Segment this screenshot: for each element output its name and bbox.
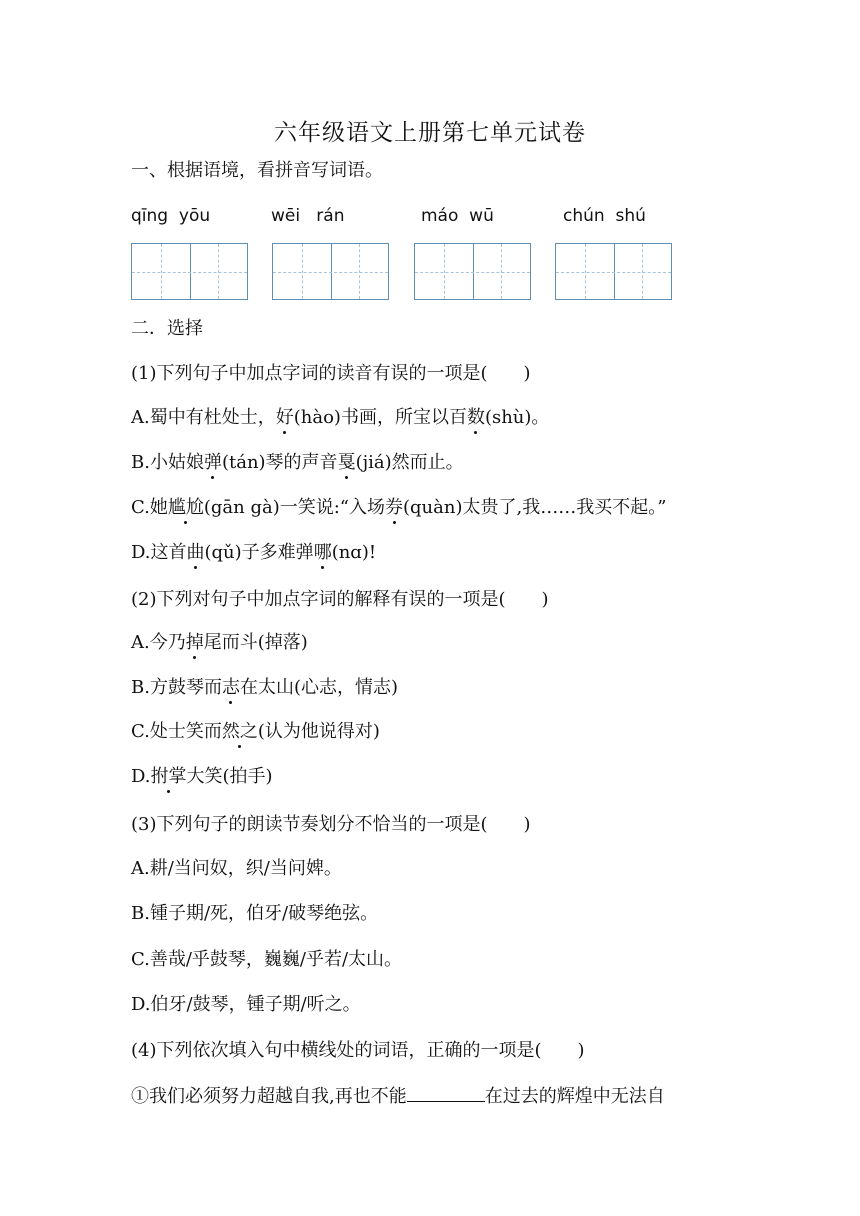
- question-3-option-d[interactable]: D.伯牙/鼓琴，锺子期/听之。: [131, 994, 361, 1015]
- question-4-item-1: ①我们必须努力超越自我,再也不能 在过去的辉煌中无法自: [131, 1086, 665, 1107]
- section-2-heading: 二．选择: [131, 318, 203, 339]
- question-3-option-a[interactable]: A.耕/当问奴，织/当问婢。: [131, 858, 342, 879]
- writing-grid-3[interactable]: [414, 243, 531, 300]
- question-1-option-d[interactable]: D.这首曲(qǔ)子多难弹哪(nɑ)!: [131, 542, 377, 563]
- question-1-option-a[interactable]: A.蜀中有杜处士，好(hào)书画，所宝以百数(shù)。: [131, 407, 550, 428]
- question-2-option-b[interactable]: B.方鼓琴而志在太山(心志，情志): [131, 677, 398, 698]
- question-4-stem: (4)下列依次填入句中横线处的词语，正确的一项是( ): [131, 1040, 585, 1061]
- pinyin-3: máo wū: [421, 206, 494, 226]
- question-3-stem: (3)下列句子的朗读节奏划分不恰当的一项是( ): [131, 814, 531, 835]
- question-2-stem: (2)下列对句子中加点字词的解释有误的一项是( ): [131, 589, 549, 610]
- writing-grid-2[interactable]: [272, 243, 389, 300]
- page-title: 六年级语文上册第七单元试卷: [274, 120, 586, 146]
- pinyin-4: chún shú: [563, 206, 646, 226]
- question-3-option-b[interactable]: B.锺子期/死，伯牙/破琴绝弦。: [131, 903, 379, 924]
- question-2-option-d[interactable]: D.拊掌大笑(拍手): [131, 766, 273, 787]
- question-1-option-b[interactable]: B.小姑娘弹(tán)琴的声音戛(jiá)然而止。: [131, 452, 464, 473]
- writing-grid-4[interactable]: [555, 243, 672, 300]
- pinyin-1: qīng yōu: [131, 206, 211, 226]
- pinyin-2: wēi rán: [271, 206, 345, 226]
- writing-grid-1[interactable]: [131, 243, 248, 300]
- question-2-option-c[interactable]: C.处士笑而然之(认为他说得对): [131, 721, 380, 742]
- section-1-heading: 一、根据语境，看拼音写词语。: [131, 160, 383, 181]
- question-3-option-c[interactable]: C.善哉/乎鼓琴，巍巍/乎若/太山。: [131, 949, 403, 970]
- question-1-option-c[interactable]: C.她尴尬(gān gà)一笑说:“入场券(quàn)太贵了,我……我买不起。”: [131, 497, 667, 518]
- question-2-option-a[interactable]: A.今乃掉尾而斗(掉落): [131, 632, 308, 653]
- question-1-stem: (1)下列句子中加点字词的读音有误的一项是( ): [131, 363, 531, 384]
- fill-blank[interactable]: [407, 1085, 485, 1102]
